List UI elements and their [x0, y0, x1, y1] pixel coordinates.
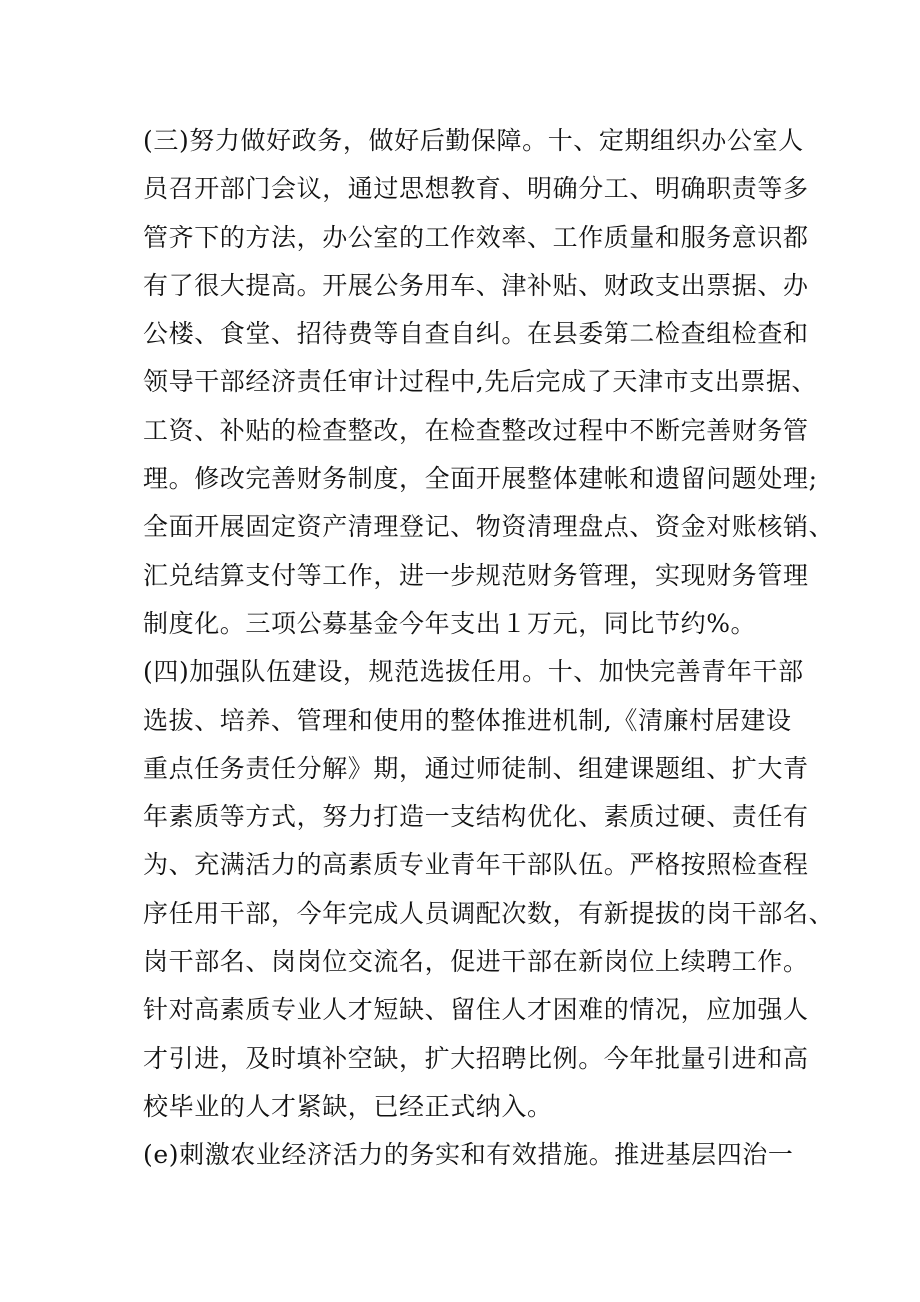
- text-line: 员召开部门会议，通过思想教育、明确分工、明确职责等多: [143, 174, 809, 204]
- text-line: (四)加强队伍建设，规范选拔任用。十、加快完善青年干部: [143, 657, 804, 687]
- text-line: 校毕业的人才紧缺，已经正式纳入。: [143, 1091, 553, 1121]
- text-line: 汇兑结算支付等工作，进一步规范财务管理，实现财务管理: [143, 560, 809, 590]
- text-line: 才引进，及时填补空缺，扩大招聘比例。今年批量引进和高: [143, 1043, 809, 1073]
- text-line: 全面开展固定资产清理登记、物资清理盘点、资金对账核销、: [143, 512, 835, 542]
- text-line: 序任用干部，今年完成人员调配次数，有新提拔的岗干部名、: [143, 898, 835, 928]
- text-line: 工资、补贴的检查整改，在检查整改过程中不断完善财务管: [143, 415, 809, 445]
- body-text: [143, 117, 835, 1180]
- text-line: 管齐下的方法，办公室的工作效率、工作质量和服务意识都: [143, 222, 809, 252]
- text-line: 为、充满活力的高素质专业青年干部队伍。严格按照检查程: [143, 850, 809, 880]
- text-line: 选拔、培养、管理和使用的整体推进机制,《清廉村居建设: [143, 705, 792, 735]
- text-line: 公楼、食堂、招待费等自查自纠。在县委第二检查组检查和: [143, 319, 809, 349]
- text-line: 制度化。三项公募基金今年支出１万元，同比节约%。: [143, 608, 757, 638]
- text-line: (三)努力做好政务，做好后勤保障。十、定期组织办公室人: [143, 126, 804, 155]
- text-line: 重点任务责任分解》期，通过师徒制、组建课题组、扩大青: [143, 753, 809, 783]
- text-line: 有了很大提高。开展公务用车、津补贴、财政支出票据、办: [143, 270, 809, 300]
- text-line: 年素质等方式，努力打造一支结构优化、素质过硬、责任有: [143, 802, 809, 832]
- text-line: 岗干部名、岗岗位交流名，促进干部在新岗位上续聘工作。: [143, 947, 809, 977]
- text-line: 针对高素质专业人才短缺、留住人才困难的情况，应加强人: [143, 995, 809, 1025]
- text-line: 理。修改完善财务制度，全面开展整体建帐和遗留问题处理;: [143, 464, 818, 494]
- text-line: 领导干部经济责任审计过程中,先后完成了天津市支出票据、: [143, 367, 818, 397]
- text-line: (e)刺激农业经济活力的务实和有效措施。推进基层四治一: [143, 1140, 794, 1170]
